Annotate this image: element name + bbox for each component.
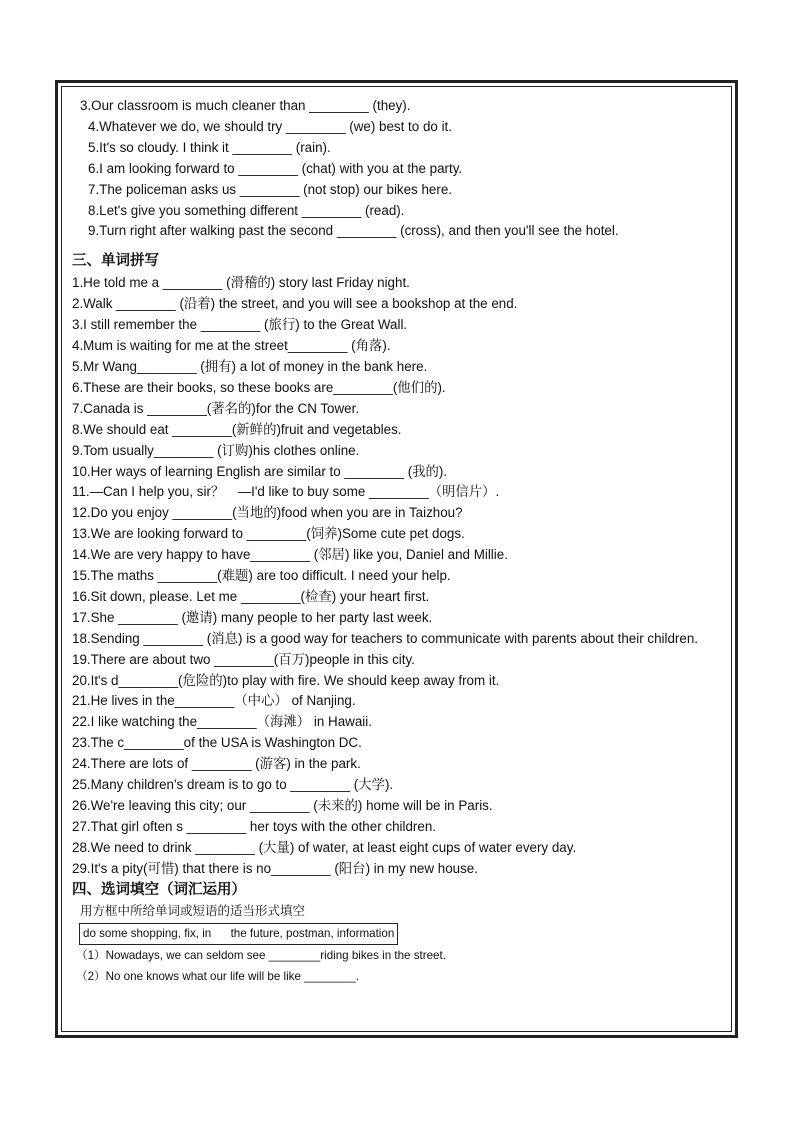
section-4-instruction: 用方框中所给单词或短语的适当形式填空	[80, 902, 306, 918]
question-line: 23.The c________of the USA is Washington DC.	[72, 735, 362, 751]
section-4-title: 四、选词填空（词汇运用）	[72, 881, 246, 898]
question-line: 9.Tom usually________ (订购)his clothes online.	[72, 442, 360, 458]
question-line: 28.We need to drink ________ (大量) of water, at least eight cups of water every day.	[72, 839, 577, 855]
question-line: （1）Nowadays, we can seldom see ________riding bikes in the street.	[76, 948, 446, 962]
question-line: 2.Walk ________ (沿着) the street, and you will see a bookshop at the end.	[72, 296, 518, 312]
section-3-title: 三、单词拼写	[72, 253, 159, 270]
question-line: 27.That girl often s ________ her toys with the other children.	[72, 818, 436, 834]
word-box: do some shopping, fix, in the future, postman, information	[79, 923, 398, 945]
question-line: 5.It's so cloudy. I think it ________ (rain).	[88, 139, 331, 155]
question-line: 19.There are about two ________(百万)people in this city.	[72, 651, 415, 667]
question-line: 29.It's a pity(可惜) that there is no________ (阳台) in my new house.	[72, 860, 478, 876]
section-4	[72, 880, 722, 987]
question-line: 3.I still remember the ________ (旅行) to the Great Wall.	[72, 317, 408, 333]
question-line: 4.Whatever we do, we should try ________ (we) best to do it.	[88, 118, 452, 134]
question-line: 5.Mr Wang________ (拥有) a lot of money in the bank here.	[72, 358, 428, 374]
question-line: 11.—Can I help you, sir？ —I'd like to buy some ________（明信片）.	[72, 484, 500, 500]
question-line: 8.Let's give you something different ________ (read).	[88, 202, 405, 218]
question-line: 24.There are lots of ________ (游客) in the park.	[72, 756, 361, 772]
question-line: 21.He lives in the________（中心） of Nanjing.	[72, 693, 356, 709]
section-2-continued	[72, 96, 722, 242]
question-line: 10.Her ways of learning English are similar to ________ (我的).	[72, 463, 448, 479]
question-line: 4.Mum is waiting for me at the street________ (角落).	[72, 338, 391, 354]
question-line: 13.We are looking forward to ________(饲养)Some cute pet dogs.	[72, 526, 465, 542]
question-line: 1.He told me a ________ (滑稽的) story last Friday night.	[72, 275, 410, 291]
section-3	[72, 251, 722, 879]
question-line: 8.We should eat ________(新鲜的)fruit and vegetables.	[72, 421, 402, 437]
question-line: 17.She ________ (邀请) many people to her party last week.	[72, 609, 433, 625]
question-line: 14.We are very happy to have________ (邻居) like you, Daniel and Millie.	[72, 547, 508, 563]
question-line: 3.Our classroom is much cleaner than ________ (they).	[80, 98, 411, 113]
worksheet-content	[72, 96, 722, 987]
question-line: 26.We're leaving this city; our ________ (未来的) home will be in Paris.	[72, 798, 493, 813]
question-line: 7.Canada is ________(著名的)for the CN Tower.	[72, 400, 360, 416]
question-line: 6.I am looking forward to ________ (chat) with you at the party.	[88, 160, 463, 176]
question-line: 22.I like watching the________（海滩） in Hawaii.	[72, 714, 372, 730]
question-line: 18.Sending ________ (消息) is a good way for teachers to communicate with parents about their children.	[72, 630, 698, 646]
question-line: 25.Many children's dream is to go to ________ (大学).	[72, 777, 394, 793]
question-line: 9.Turn right after walking past the second ________ (cross), and then you'll see the hotel.	[88, 223, 619, 239]
question-line: （2）No one knows what our life will be like ________.	[76, 969, 359, 983]
question-line: 6.These are their books, so these books are________(他们的).	[72, 379, 446, 395]
question-line: 20.It's d________(危险的)to play with fire. We should keep away from it.	[72, 672, 500, 688]
question-line: 12.Do you enjoy ________(当地的)food when you are in Taizhou?	[72, 505, 463, 521]
question-line: 15.The maths ________(难题) are too difficult. I need your help.	[72, 568, 451, 584]
question-line: 7.The policeman asks us ________ (not stop) our bikes here.	[88, 181, 452, 197]
question-line: 16.Sit down, please. Let me ________(检查) your heart first.	[72, 588, 430, 604]
